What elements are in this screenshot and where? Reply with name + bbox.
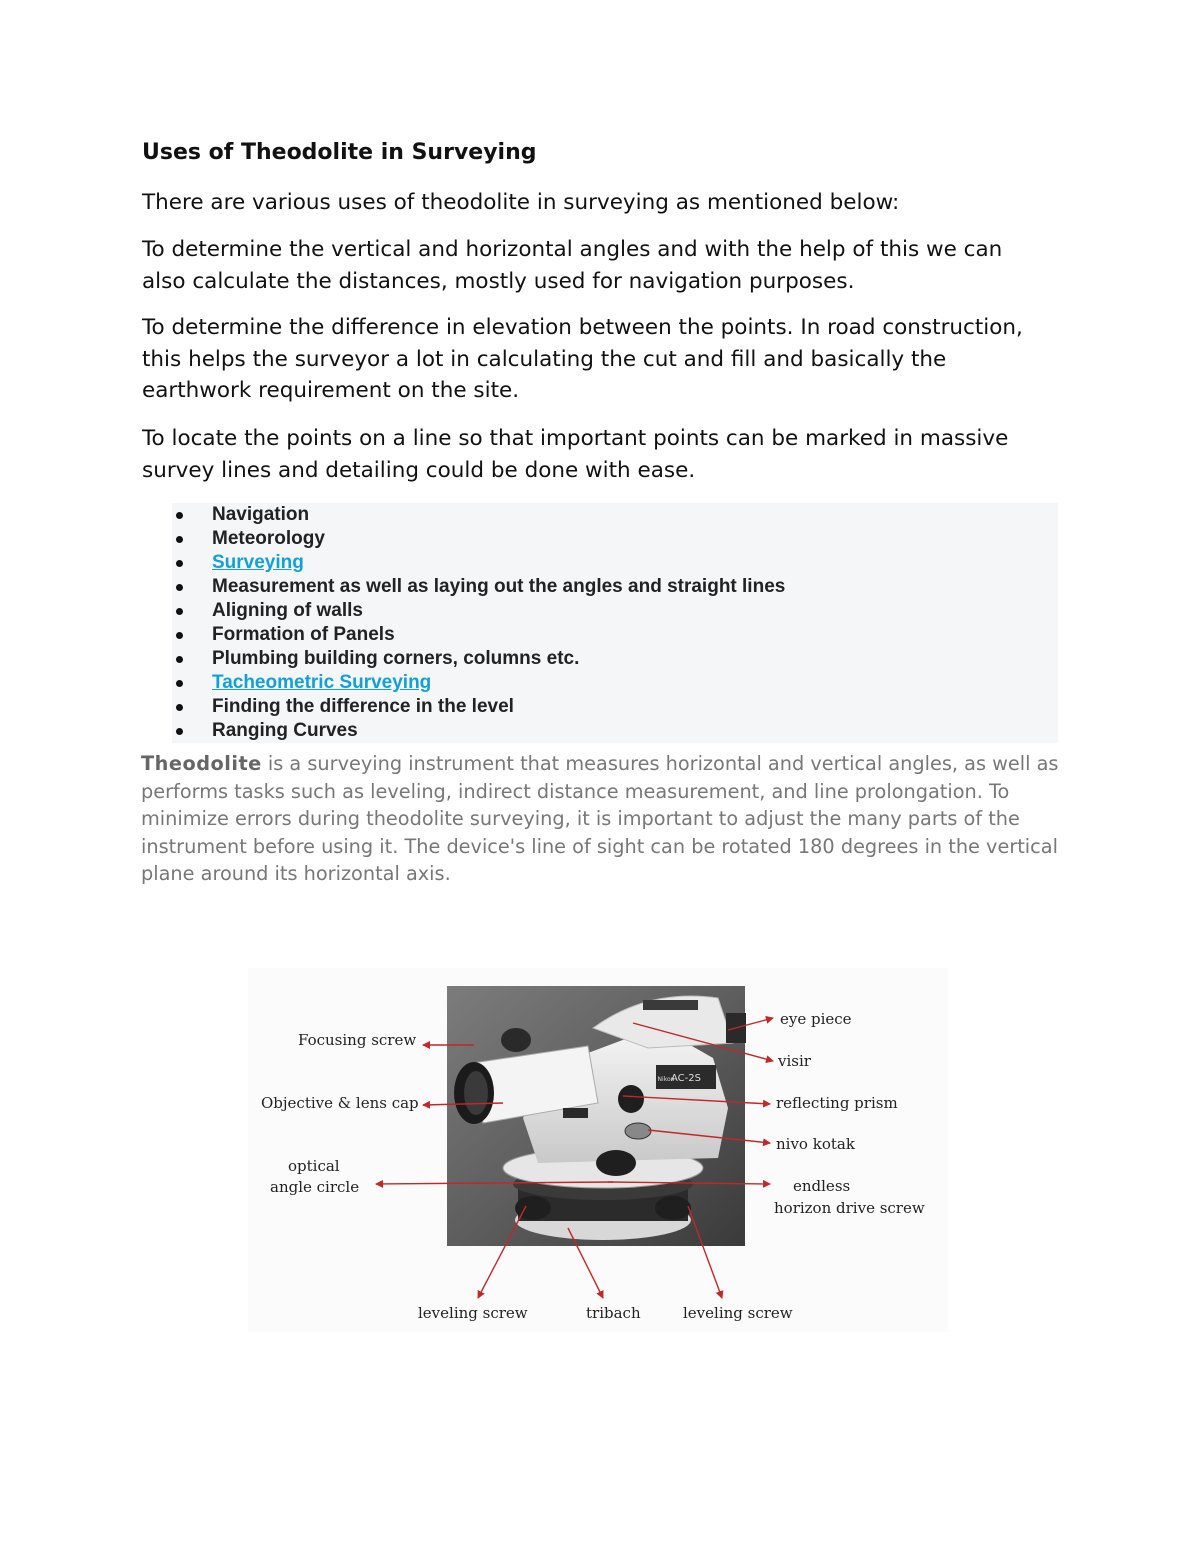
label-reflecting-prism: reflecting prism (776, 1094, 898, 1112)
bullet-icon (176, 632, 183, 639)
instrument-model-label: AC-2S (671, 1073, 701, 1084)
definition-body: is a surveying instrument that measures horizontal and vertical angles, as well as performs tasks such as leveling, indirect distance measurement, and line prolongation. To minimize errors during theodolite surveying, it is important to adjust the many parts of the instrument before using it. The device's line of sight can be rotated 180 degrees in the vertical plane around its horizontal axis. (141, 752, 1059, 885)
theodolite-diagram-svg (248, 968, 948, 1332)
page-title: Uses of Theodolite in Surveying (142, 140, 537, 165)
bullet-icon (176, 536, 183, 543)
use-paragraph: To determine the vertical and horizontal angles and with the help of this we can also calculate the distances, mostly used for navigation purposes. (142, 237, 1003, 294)
list-item: Aligning of walls (172, 599, 785, 623)
theodolite-diagram (248, 968, 948, 1332)
list-item: Plumbing building corners, columns etc. (172, 647, 785, 671)
label-endless: endless (793, 1177, 851, 1195)
label-objective-lens-cap: Objective & lens cap (261, 1094, 419, 1112)
list-item: Navigation (172, 503, 785, 527)
use-paragraph: To locate the points on a line so that important points can be marked in massive survey lines and detailing could be done with ease. (142, 426, 1009, 483)
label-tribach: tribach (586, 1304, 641, 1322)
definition-paragraph (141, 750, 1061, 888)
list-item-link-tacheometric[interactable] (172, 671, 785, 695)
bullet-icon (176, 656, 183, 663)
definition-term: Theodolite (141, 752, 262, 775)
list-item: Finding the difference in the level (172, 695, 785, 719)
surveying-link[interactable]: Surveying (212, 552, 304, 573)
bullet-icon (176, 680, 183, 687)
instrument-brand-label: Nikon (657, 1076, 675, 1083)
list-item-link-surveying[interactable] (172, 551, 785, 575)
bullet-icon (176, 608, 183, 615)
label-leveling-screw-left: leveling screw (418, 1304, 528, 1322)
label-horizon-drive-screw: horizon drive screw (774, 1199, 925, 1217)
list-item: Measurement as well as laying out the angles and straight lines (172, 575, 785, 599)
bullet-icon (176, 560, 183, 567)
list-item: Formation of Panels (172, 623, 785, 647)
label-focusing-screw: Focusing screw (298, 1031, 417, 1049)
label-optical: optical (288, 1157, 340, 1175)
list-item: Ranging Curves (172, 719, 785, 743)
label-angle-circle: angle circle (270, 1178, 360, 1196)
bullet-icon (176, 728, 183, 735)
uses-list-box (172, 503, 1058, 743)
list-item: Meteorology (172, 527, 785, 551)
label-eye-piece: eye piece (780, 1010, 852, 1028)
label-visir: visir (778, 1052, 811, 1070)
instrument-photo (447, 986, 746, 1246)
label-nivo-kotak: nivo kotak (776, 1135, 855, 1153)
bullet-icon (176, 584, 183, 591)
tacheometric-surveying-link[interactable]: Tacheometric Surveying (212, 672, 432, 693)
bullet-icon (176, 512, 183, 519)
uses-list (172, 503, 785, 743)
bullet-icon (176, 704, 183, 711)
intro-paragraph: There are various uses of theodolite in surveying as mentioned below: (142, 190, 900, 215)
label-leveling-screw-right: leveling screw (683, 1304, 793, 1322)
use-paragraph: To determine the difference in elevation between the points. In road construction, this helps the surveyor a lot in calculating the cut and fill and basically the earthwork requirement on the site. (142, 315, 1023, 403)
